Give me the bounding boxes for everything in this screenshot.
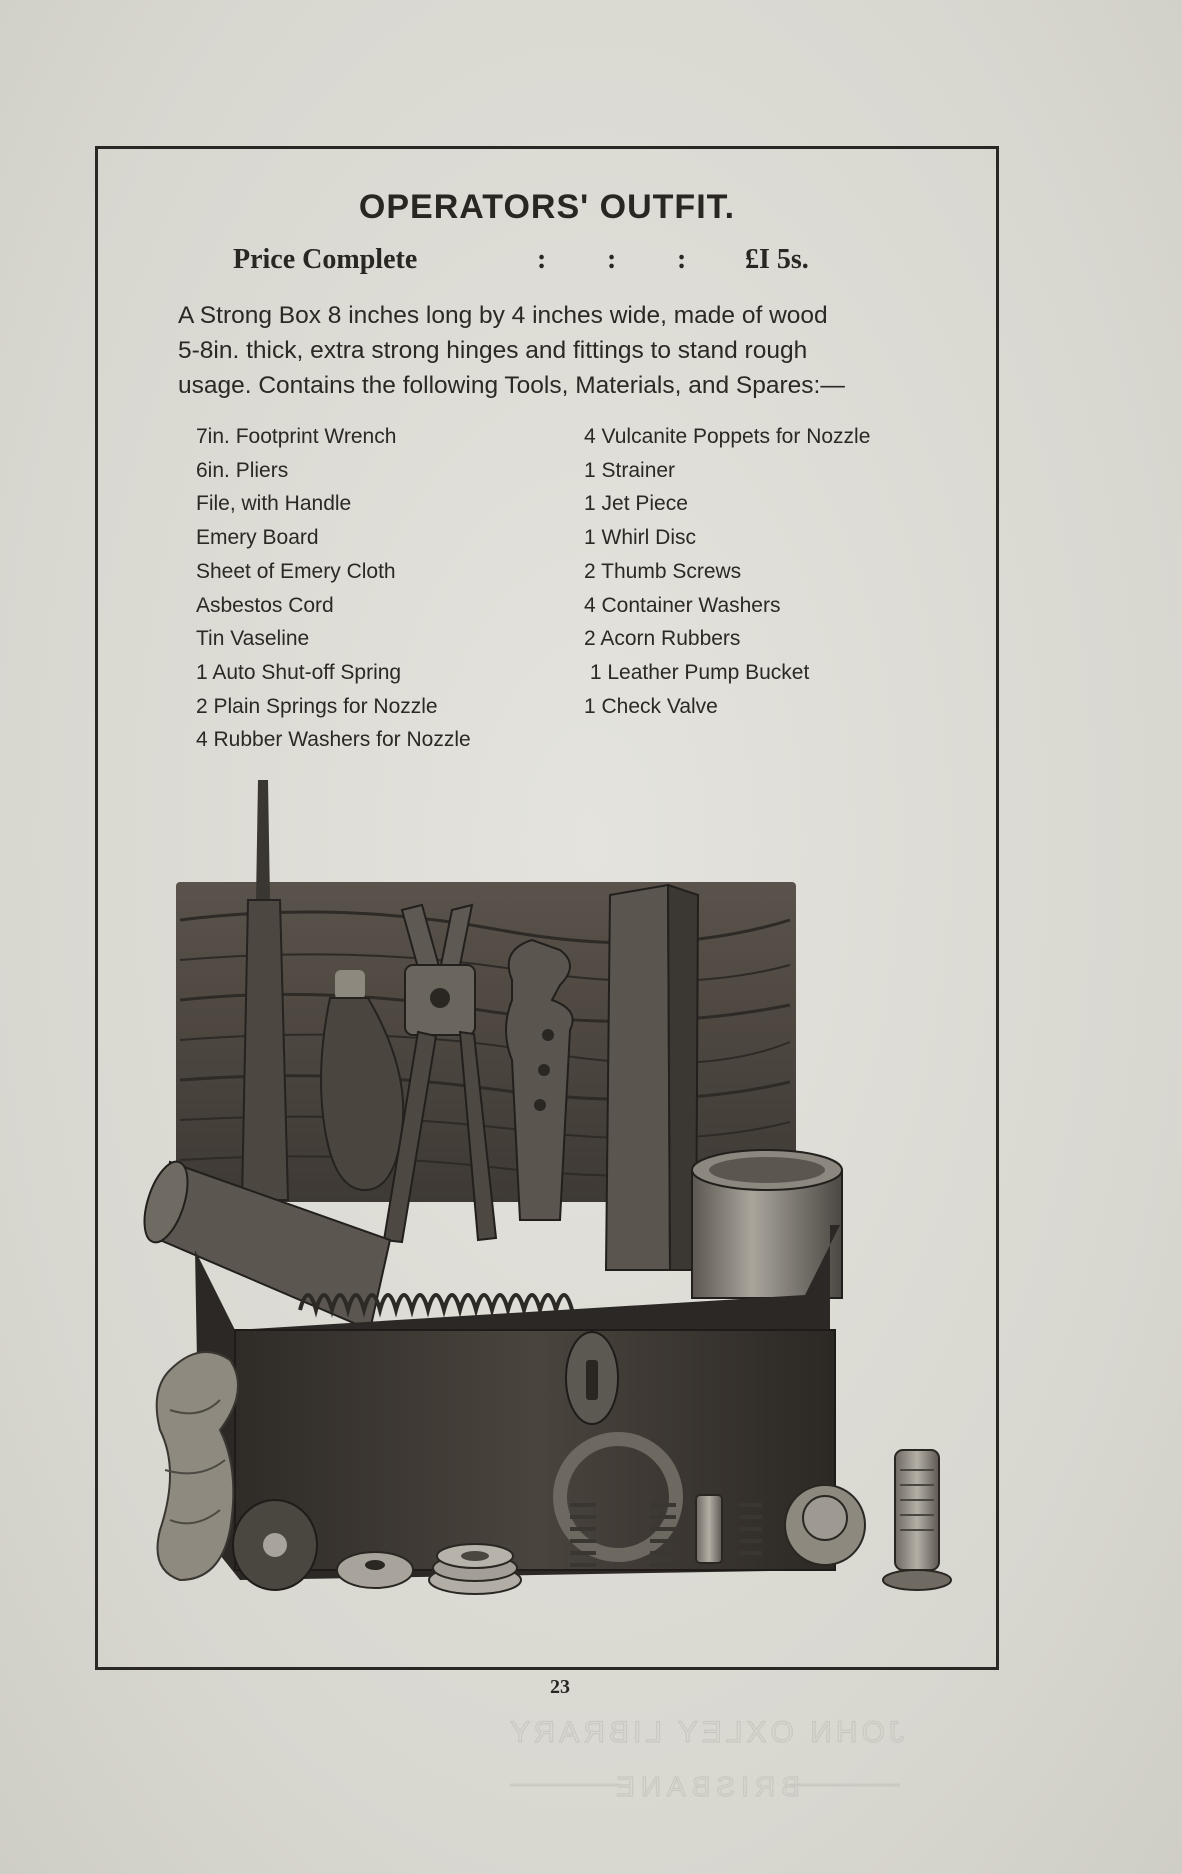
price-label: Price Complete xyxy=(233,244,418,275)
description-line: usage. Contains the following Tools, Materials, and Spares:— xyxy=(178,372,845,399)
list-item: 1 Strainer xyxy=(584,458,676,482)
check-valve xyxy=(785,1485,865,1565)
emery-cloth xyxy=(157,1352,238,1580)
file-tool xyxy=(242,780,288,1200)
list-item: 1 Leather Pump Bucket xyxy=(584,660,810,684)
list-item: File, with Handle xyxy=(196,492,352,516)
list-item: 7in. Footprint Wrench xyxy=(196,425,397,448)
items-list-left xyxy=(196,420,471,757)
list-item: 4 Rubber Washers for Nozzle xyxy=(196,728,471,752)
toolbox-illustration xyxy=(140,770,980,1615)
vulcanite-poppet xyxy=(883,1450,951,1590)
emery-board xyxy=(606,885,698,1270)
list-item: 6in. Pliers xyxy=(196,458,289,482)
list-item: Tin Vaseline xyxy=(196,627,310,651)
list-item: Sheet of Emery Cloth xyxy=(196,559,396,583)
description xyxy=(178,298,938,403)
page-title: OPERATORS' OUTFIT. xyxy=(358,188,736,226)
list-item: 1 Jet Piece xyxy=(584,492,688,516)
svg-text:BRISBANE: BRISBANE xyxy=(610,1771,800,1802)
items-list-right xyxy=(584,420,870,723)
list-item: 1 Check Valve xyxy=(584,694,718,718)
list-item: Emery Board xyxy=(196,526,319,550)
description-line: A Strong Box 8 inches long by 4 inches wide, made of wood xyxy=(178,302,828,329)
price-row xyxy=(233,244,873,278)
svg-text:JOHN OXLEY LIBRARY: JOHN OXLEY LIBRARY xyxy=(506,1716,904,1749)
jet-piece xyxy=(696,1495,722,1563)
price-separator: : xyxy=(607,244,617,275)
description-line: 5-8in. thick, extra strong hinges and fittings to stand rough xyxy=(178,337,808,364)
whirl-disc xyxy=(233,1500,317,1590)
list-item: 2 Acorn Rubbers xyxy=(584,627,741,651)
page-number: 23 xyxy=(550,1676,570,1698)
list-item: 2 Thumb Screws xyxy=(584,559,742,583)
list-item: 1 Whirl Disc xyxy=(584,526,697,550)
price-separator: : xyxy=(537,244,547,275)
library-stamp xyxy=(470,1700,940,1810)
list-item: 4 Container Washers xyxy=(584,593,781,617)
price-amount: £I 5s. xyxy=(745,244,809,275)
list-item: 4 Vulcanite Poppets for Nozzle xyxy=(584,425,871,448)
price-separator: : xyxy=(677,244,687,275)
list-item: 2 Plain Springs for Nozzle xyxy=(196,694,438,718)
list-item: Asbestos Cord xyxy=(196,593,334,617)
list-item: 1 Auto Shut-off Spring xyxy=(196,660,402,684)
